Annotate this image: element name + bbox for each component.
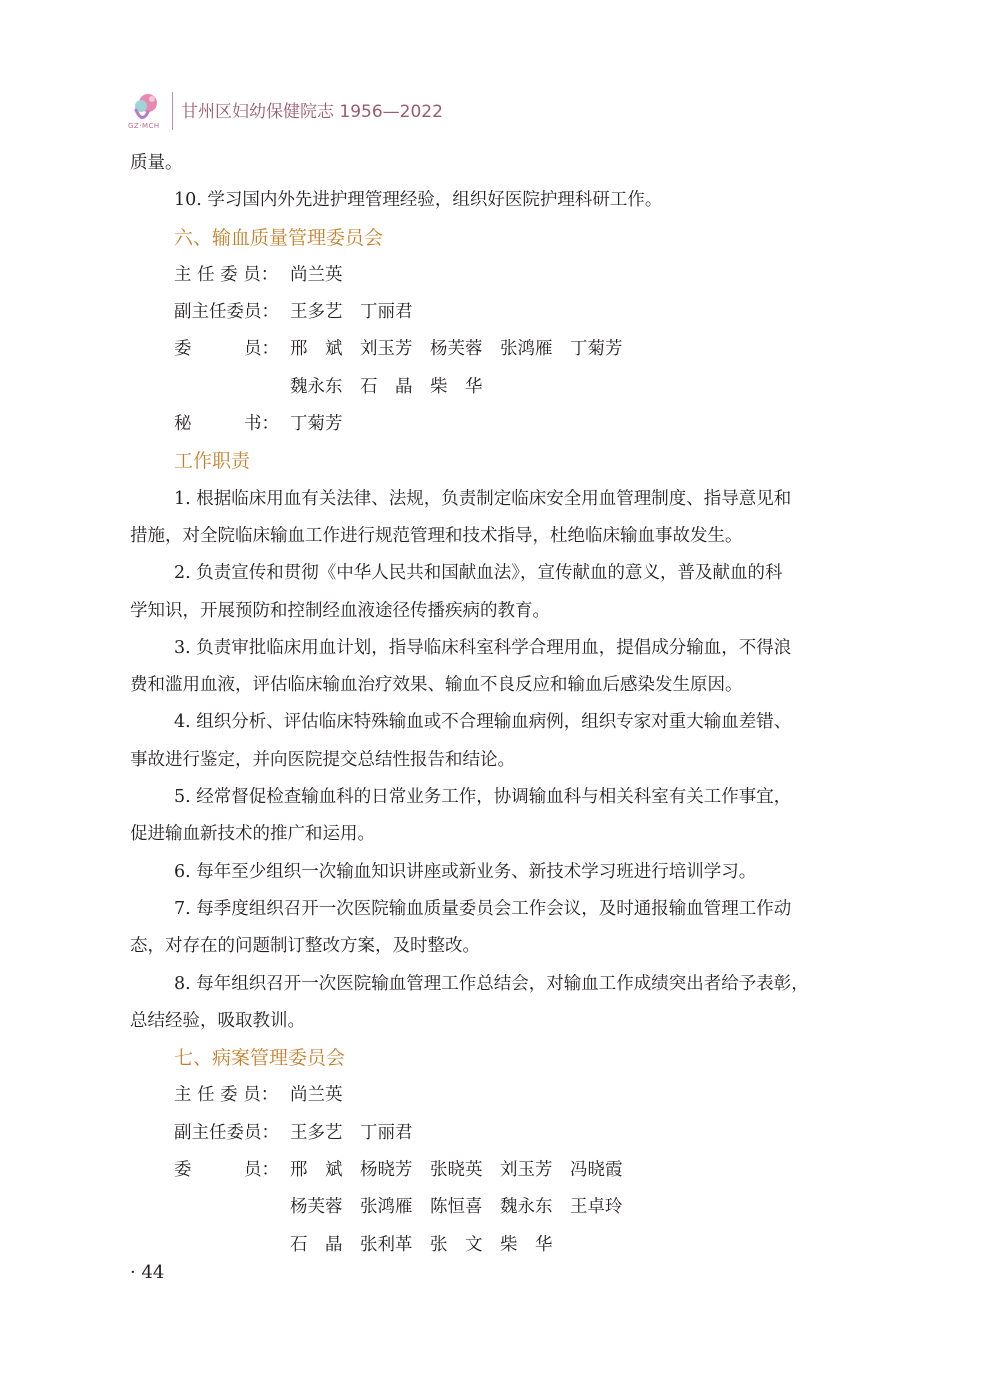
member-names: 魏永东 石 晶 柴 华: [290, 376, 483, 397]
page-body: [130, 145, 870, 1264]
role-label: 委 员：: [174, 339, 279, 360]
running-header-title: 甘州区妇幼保健院志 1956—2022: [181, 102, 443, 122]
member-names: 尚兰英: [290, 264, 343, 285]
paragraph-line: 4. 组织分析、评估临床特殊输血或不合理输血病例，组织专家对重大输血差错、: [174, 712, 792, 733]
committee-row: [130, 257, 870, 294]
committee-row: [130, 406, 870, 443]
role-label: 主 任 委 员：: [174, 1085, 279, 1106]
member-names: 丁菊芳: [290, 414, 343, 435]
section-heading: 六、输血质量管理委员会: [174, 226, 384, 249]
role-label: 副主任委员：: [174, 1122, 279, 1143]
paragraph-line: 态，对存在的问题制订整改方案，及时整改。: [130, 936, 480, 957]
paragraph-line: 7. 每季度组织召开一次医院输血质量委员会工作会议，及时通报输血管理工作动: [174, 898, 792, 919]
paragraph-line: 措施，对全院临床输血工作进行规范管理和技术指导，杜绝临床输血事故发生。: [130, 525, 743, 546]
member-names: 石 晶 张利革 张 文 柴 华: [290, 1234, 553, 1255]
text-line: 10. 学习国内外先进护理管理经验，组织好医院护理科研工作。: [174, 190, 663, 211]
text-line: 质量。: [130, 153, 183, 173]
committee-row: [130, 331, 870, 368]
paragraph-line: 费和滥用血液，评估临床输血治疗效果、输血不良反应和输血后感染发生原因。: [130, 675, 743, 696]
member-names: 王多艺 丁丽君: [290, 302, 413, 323]
paragraph-line: 1. 根据临床用血有关法律、法规，负责制定临床安全用血管理制度、指导意见和: [174, 488, 792, 509]
committee-row: [130, 1077, 870, 1114]
logo-text: GZ·MCH: [128, 122, 160, 130]
member-names: 邢 斌 杨晓芳 张晓英 刘玉芳 冯晓霞: [290, 1160, 623, 1181]
paragraph-line: 2. 负责宣传和贯彻《中华人民共和国献血法》，宣传献血的意义，普及献血的科: [174, 563, 783, 584]
committee-row: [130, 1115, 870, 1152]
member-names: 邢 斌 刘玉芳 杨芙蓉 张鸿雁 丁菊芳: [290, 339, 623, 360]
paragraph-line: 事故进行鉴定，并向医院提交总结性报告和结论。: [130, 749, 515, 770]
paragraph-line: 8. 每年组织召开一次医院输血管理工作总结会，对输血工作成绩突出者给予表彰，: [174, 973, 809, 994]
role-label: 秘 书：: [174, 414, 279, 435]
committee-row: [130, 294, 870, 331]
paragraph-line: 5. 经常督促检查输血科的日常业务工作，协调输血科与相关科室有关工作事宜，: [174, 787, 792, 808]
member-names: 杨芙蓉 张鸿雁 陈恒喜 魏永东 王卓玲: [290, 1197, 623, 1218]
paragraph-line: 学知识，开展预防和控制经血液途径传播疾病的教育。: [130, 600, 550, 621]
section-heading: 七、病案管理委员会: [174, 1047, 346, 1070]
paragraph-line: 3. 负责审批临床用血计划，指导临床科室科学合理用血，提倡成分输血，不得浪: [174, 637, 792, 658]
page-number: · 44: [130, 1262, 165, 1283]
subsection-heading: 工作职责: [174, 450, 251, 473]
role-label: 委 员：: [174, 1160, 279, 1181]
header-divider: [172, 92, 173, 130]
member-names: 王多艺 丁丽君: [290, 1122, 413, 1143]
paragraph-line: 6. 每年至少组织一次输血知识讲座或新业务、新技术学习班进行培训学习。: [174, 861, 757, 882]
role-label: 主 任 委 员：: [174, 264, 279, 285]
page-header: [128, 86, 528, 134]
role-label: 副主任委员：: [174, 302, 279, 323]
paragraph-line: 总结经验，吸取教训。: [130, 1010, 305, 1031]
committee-row: [130, 1152, 870, 1189]
member-names: 尚兰英: [290, 1085, 343, 1106]
paragraph-line: 促进输血新技术的推广和运用。: [130, 824, 375, 845]
